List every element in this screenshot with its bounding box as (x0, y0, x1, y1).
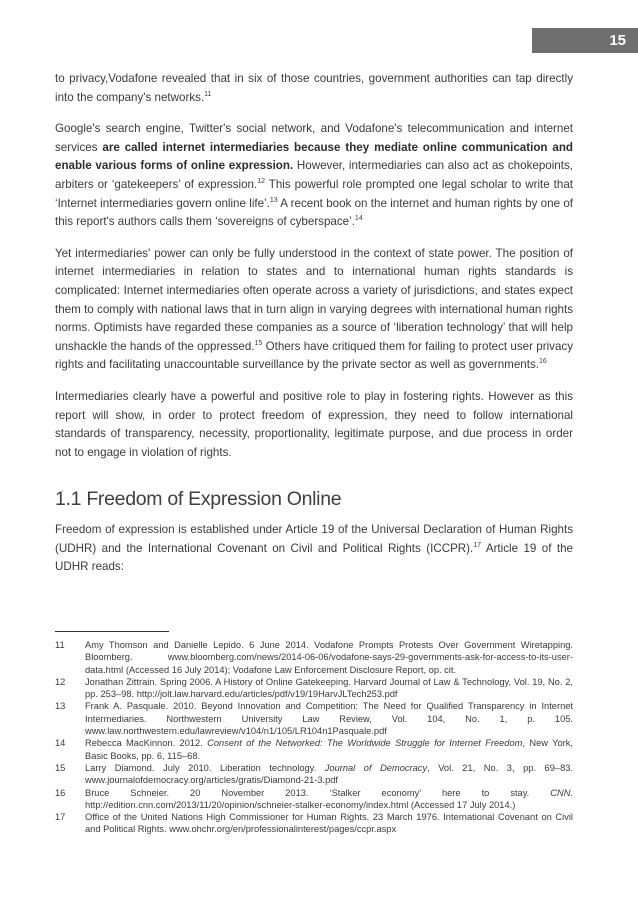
footnote-number: 15 (55, 762, 66, 773)
paragraph-text: Yet intermediaries' power can only be fully understood in the context of state power. The position of internet intermediaries in relation to states and to international human rights standards is complicated: Internet intermediaries often operate across a variety of jurisdictions, and states expect them to comply with national laws that in turn align in varying degrees with international human rights norms. Optimists have regarded these companies as a source of ‘liberation technology’ that will help unshackle the hands of the oppressed. (55, 246, 573, 353)
paragraph-text: However, intermediaries can also act as chokepoints, arbiters or ‘gatekeepers’ of expression. (55, 159, 573, 191)
paragraph-text: A recent book on the internet and human rights by one of this report's authors calls them ‘sovereigns of cyberspace’. (55, 196, 573, 229)
section-heading: 1.1 Freedom of Expression Online (55, 488, 342, 511)
paragraph-2 (55, 120, 573, 232)
footnote-ref: 14 (354, 215, 363, 223)
footnote-ref: 12 (257, 178, 266, 186)
paragraph-text: to privacy,Vodafone revealed that in six of those countries, government authorities can tap directly into the company's networks. (55, 72, 573, 104)
footnote-text-part: , New York, Basic Books, pp. 6, 115–68. (85, 738, 573, 761)
bold-text: are called internet intermediaries because they mediate online communication and enable various forms of online expression. (55, 140, 573, 173)
footnote-ref: 11 (204, 90, 212, 98)
footnote-number: 11 (55, 640, 65, 650)
footnote-text-part: Bruce Schneier. 20 November 2013. ‘Stalker economy’ here to stay. (85, 787, 551, 798)
footnote-number: 16 (55, 787, 66, 798)
footnote-text: Frank A. Pasquale. 2010. Beyond Innovation and Competition: The Need for Qualified Transparency in Internet Intermediaries. Northwestern University Law Review, Vol. 104, No. 1, p. 105. www.law.northwestern.edu/lawreview/v104/n1/105/LR104n1Pasquale.pdf (85, 701, 573, 737)
paragraph-text: Article 19 of the UDHR reads: (55, 541, 573, 574)
footnote-ref: 15 (254, 339, 263, 347)
paragraph-5 (55, 521, 573, 577)
page-number-badge: 15 (532, 28, 638, 53)
main-content (55, 70, 573, 590)
footnote-text-part: http://edition.cnn.com/2013/11/20/opinion/schneier-stalker-economy/index.html (Accessed 17 July 2014.) (85, 799, 516, 810)
paragraph-text: This powerful role prompted one legal scholar to write that ‘Internet intermediaries govern online life’. (55, 177, 573, 210)
paragraph-4 (55, 388, 573, 462)
footnote-text-part: Larry Diamond. July 2010. Liberation technology. (85, 762, 325, 773)
footnote-text (85, 787, 573, 812)
footnote-number: 12 (55, 676, 66, 687)
footnote-divider (55, 631, 169, 632)
footnote-text (85, 737, 573, 762)
footnote (55, 676, 573, 701)
footnote (55, 737, 573, 762)
footnote-text-part: , Vol. 21, No. 3, pp. 69–83. www.journalofdemocracy.org/articles/gratis/Diamond-21-3.pdf (85, 762, 573, 786)
paragraph-text: Google's search engine, Twitter's social network, and Vodafone's telecommunication and internet services (55, 122, 573, 154)
footnote-title: CNN. (550, 787, 573, 798)
paragraph-3 (55, 245, 573, 375)
footnote (55, 639, 573, 676)
footnote-number: 17 (55, 812, 66, 823)
footnote-ref: 17 (473, 542, 482, 550)
footnote-text (85, 762, 573, 787)
footnote-title: Consent of the Networked: The Worldwide Struggle for Internet Freedom (207, 738, 523, 749)
footnote (55, 787, 573, 812)
footnote-ref: 13 (269, 196, 278, 204)
footnote-ref: 16 (538, 358, 547, 366)
paragraph-text: Freedom of expression is established under Article 19 of the Universal Declaration of Human Rights (UDHR) and the International Covenant on Civil and Political Rights (ICCPR). (55, 523, 573, 555)
paragraph-text: Intermediaries clearly have a powerful and positive role to play in fostering rights. However as this report will show, in order to protect freedom of expression, they need to follow international standards of transparency, necessity, proportionality, legitimate purpose, and due process in order not to engage in violation of rights. (55, 389, 573, 459)
footnote-text: Jonathan Zittrain. Spring 2006. A History of Online Gatekeeping. Harvard Journal of Law & Technology, Vol. 19, No. 2, pp. 253–98. http://jolt.law.harvard.edu/articles/pdf/v19/19HarvJLTech253.pdf (85, 676, 573, 700)
footnote-title: Journal of Democracy (324, 762, 428, 773)
paragraph-1 (55, 70, 573, 107)
paragraph-text: Others have critiqued them for failing to protect user privacy rights and facilitating unaccountable surveillance by the private sector as well as governments. (55, 339, 573, 372)
footnote-text: Office of the United Nations High Commissioner for Human Rights. 23 March 1976. International Covenant on Civil and Political Rights. www.ohchr.org/en/professionalinterest/pages/ccpr.aspx (85, 812, 573, 835)
footnote-text: Amy Thomson and Danielle Lepido. 6 June 2014. Vodafone Prompts Protests Over Government Wiretapping. Bloomberg. www.bloomberg.com/news/2014-06-06/vodafone-says-29-governments-ask-for-access-to-its-user-data.html (Accessed 16 July 2014); Vodafone Law Enforcement Disclosure Report, op. cit. (85, 640, 573, 675)
footnote (55, 811, 573, 836)
footnote (55, 762, 573, 787)
footnotes (55, 639, 573, 836)
footnote-number: 14 (55, 738, 66, 749)
footnote-number: 13 (55, 701, 66, 712)
footnote (55, 700, 573, 737)
footnote-text-part: Rebecca MacKinnon. 2012. (85, 738, 208, 749)
